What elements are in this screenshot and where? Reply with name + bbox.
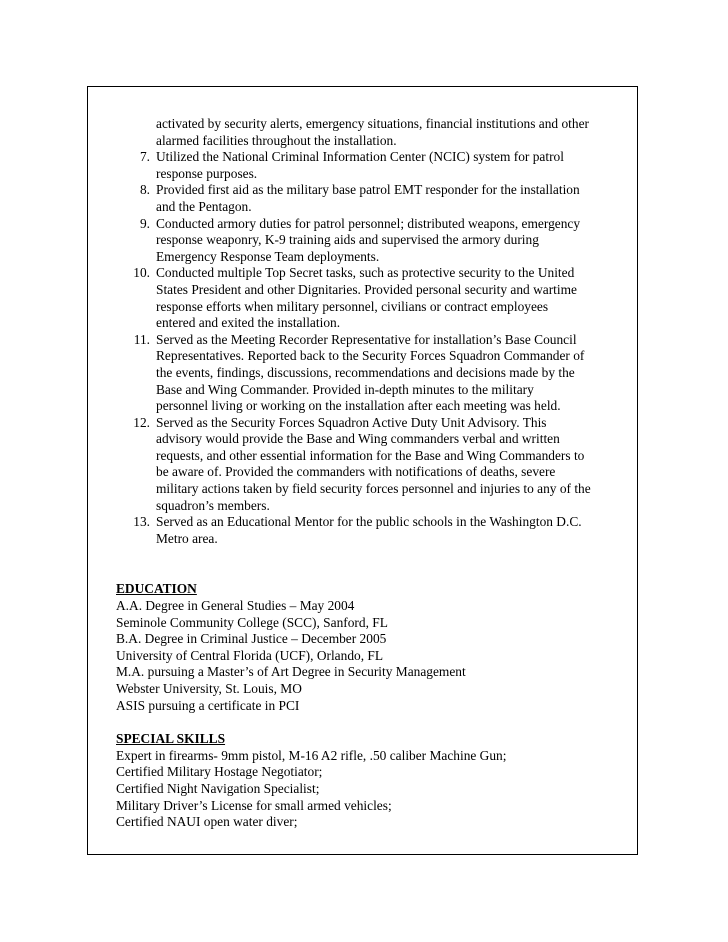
text-line: Served as the Meeting Recorder Representative for installation’s Base Council xyxy=(156,331,577,347)
text-line: be aware of. Provided the commanders with notifications of deaths, severe xyxy=(156,464,556,480)
special-skills-heading: SPECIAL SKILLS xyxy=(116,731,226,747)
text-line: activated by security alerts, emergency situations, financial institutions and other xyxy=(156,116,589,131)
resume-content xyxy=(116,116,626,831)
item-number: 11. xyxy=(133,331,150,347)
item-text xyxy=(156,182,626,215)
text-line: Served as an Educational Mentor for the public schools in the Washington D.C. xyxy=(156,514,582,530)
text-line: personnel living or working on the installation after each meeting was held. xyxy=(156,398,561,414)
item-text xyxy=(156,415,626,515)
text-line: Conducted armory duties for patrol personnel; distributed weapons, emergency xyxy=(156,215,581,231)
text-line: response weaponry, K-9 training aids and supervised the armory during xyxy=(156,232,539,248)
special-skills-section xyxy=(116,731,626,831)
education-section xyxy=(116,581,626,714)
item-number: 10. xyxy=(133,265,150,281)
text-line: the events, findings, discussions, recommendations and decisions made by the xyxy=(156,364,575,380)
duty-item-9 xyxy=(116,216,626,266)
text-line: States President and other Dignitaries. Provided personal security and wartime xyxy=(156,281,577,297)
text-line: Representatives. Reported back to the Security Forces Squadron Commander of xyxy=(156,348,585,364)
skill-line: Certified Night Navigation Specialist; xyxy=(116,780,320,796)
skill-line: Certified Military Hostage Negotiator; xyxy=(116,764,323,780)
continued-duty-text xyxy=(116,116,626,149)
text-line: advisory would provide the Base and Wing commanders verbal and written xyxy=(156,431,560,447)
text-line: response purposes. xyxy=(156,165,258,181)
text-line: requests, and other essential information for the Base and Wing Commanders to xyxy=(156,447,585,463)
item-text xyxy=(156,149,626,182)
text-line: squadron’s members. xyxy=(156,497,270,513)
item-number: 7. xyxy=(139,149,150,165)
item-number: 9. xyxy=(139,215,150,231)
text-line: entered and exited the installation. xyxy=(156,315,341,331)
duty-item-13 xyxy=(116,514,626,547)
item-text xyxy=(156,265,626,331)
education-line: B.A. Degree in Criminal Justice – December 2005 xyxy=(116,631,387,647)
text-line: Metro area. xyxy=(156,530,218,546)
skill-line: Military Driver’s License for small armed vehicles; xyxy=(116,797,392,813)
text-line: Utilized the National Criminal Information Center (NCIC) system for patrol xyxy=(156,149,564,165)
item-text xyxy=(156,216,626,266)
education-heading: EDUCATION xyxy=(116,581,197,597)
education-line: University of Central Florida (UCF), Orlando, FL xyxy=(116,647,384,663)
text-line: military actions taken by field security forces personnel and injuries to any of the xyxy=(156,481,591,497)
text-line: response efforts when military personnel, civilians or contract employees xyxy=(156,298,549,314)
education-line: M.A. pursuing a Master’s of Art Degree in Security Management xyxy=(116,664,466,680)
item-number: 8. xyxy=(139,182,150,198)
item-number: 12. xyxy=(133,414,150,430)
education-line: A.A. Degree in General Studies – May 2004 xyxy=(116,598,355,614)
item-number: 13. xyxy=(133,514,150,530)
skill-line: Certified NAUI open water diver; xyxy=(116,814,298,830)
text-line: alarmed facilities throughout the installation. xyxy=(156,132,397,148)
text-line: and the Pentagon. xyxy=(156,198,252,214)
text-line: Served as the Security Forces Squadron Active Duty Unit Advisory. This xyxy=(156,414,547,430)
text-line: Base and Wing Commander. Provided in-depth minutes to the military xyxy=(156,381,534,397)
item-text xyxy=(156,514,626,547)
duty-item-7 xyxy=(116,149,626,182)
duty-item-11 xyxy=(116,332,626,415)
education-line: Seminole Community College (SCC), Sanford, FL xyxy=(116,614,388,630)
duty-item-8 xyxy=(116,182,626,215)
skill-line: Expert in firearms- 9mm pistol, M-16 A2 rifle, .50 caliber Machine Gun; xyxy=(116,747,507,763)
item-text xyxy=(156,332,626,415)
text-line: Provided first aid as the military base patrol EMT responder for the installation xyxy=(156,182,580,198)
education-line: ASIS pursuing a certificate in PCI xyxy=(116,697,300,713)
text-line: Emergency Response Team deployments. xyxy=(156,248,380,264)
duty-item-12 xyxy=(116,415,626,515)
duty-item-10 xyxy=(116,265,626,331)
text-line: Conducted multiple Top Secret tasks, such as protective security to the United xyxy=(156,265,575,281)
education-line: Webster University, St. Louis, MO xyxy=(116,681,302,696)
